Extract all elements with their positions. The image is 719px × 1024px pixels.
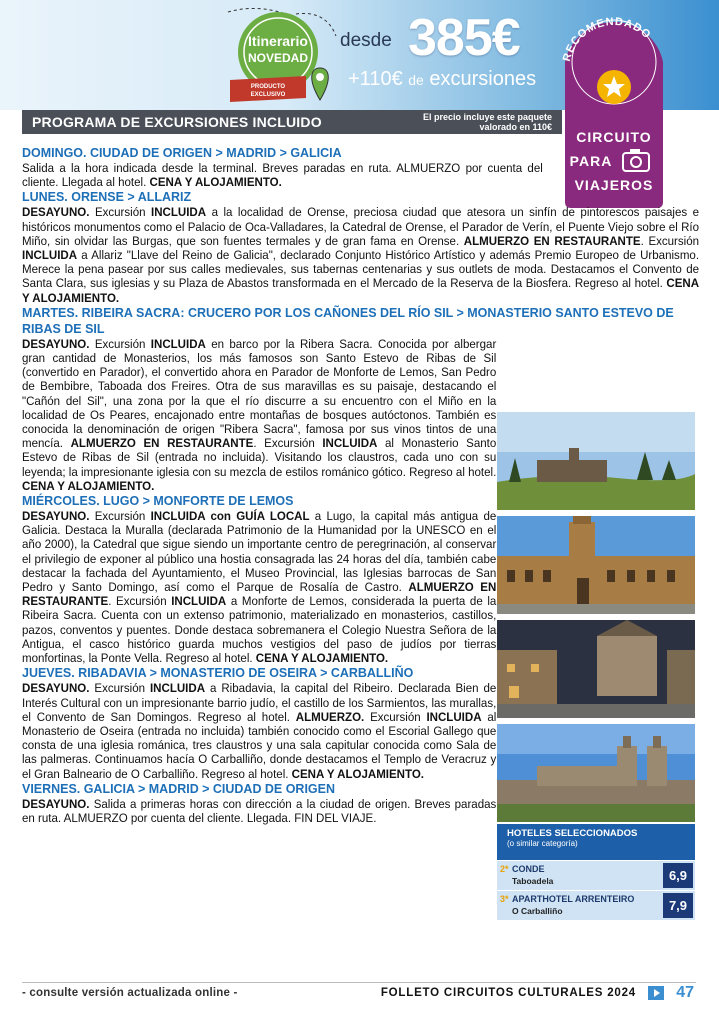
day-text-run: INCLUIDA [150,336,206,351]
day-text-run: al Monasterio de Oseira (entrada no incluida) también conocido como el Escorial Gallego que consta de una iglesia románica, tres claustros y una sala capitular conocida como Sala de las palmeras. Continuamos hacía O Carballiño, donde destacamos el Templo de Veracruz y el Gran Balneario de O Carballiño. Regreso al hotel. [22,709,497,781]
program-bar [22,110,562,134]
day-text [22,205,699,304]
hotels-title: HOTELES SELECCIONADOS [507,828,638,839]
day-text-run: Excursión [89,681,150,696]
badge-tag1: PRODUCTO [250,84,286,90]
day-text-run: a Ribadavia, la capital del Ribeiro. Declarada Bien de Interés Cultural con un impresionante barrio judío, el castillo de los Sarmientos, las murallas, el Convento de San Domingos. Regreso al hotel. [22,681,497,724]
day-text-run: INCLUIDA [322,436,378,451]
program-title: PROGRAMA DE EXCURSIONES INCLUIDO [32,114,322,130]
photo-oseira-monastery [497,724,695,822]
day-text-run: Salida a primeras horas con dirección a la ciudad de origen. Breves paradas en ruta. ALMUERZO por cuenta del cliente. Llegada. FIN DEL VIAJE. [22,796,497,825]
hotel-place: Taboadela [512,876,554,886]
day-text-run: DESAYUNO. [22,336,90,351]
hotel-row [497,861,695,890]
photo-monastery-hill [497,412,695,510]
day-text-run: ALMUERZO. [295,709,365,724]
hotel-name: APARTHOTEL ARRENTEIRO [512,894,635,904]
day-heading: DOMINGO. CIUDAD DE ORIGEN > MADRID > GALICIA [22,145,342,160]
day-text-run: DESAYUNO. [22,205,90,220]
circuito-line2: PARA [569,153,613,169]
day-heading: LUNES. ORENSE > ALLARIZ [22,189,192,205]
day-heading: VIERNES. GALICIA > MADRID > CIUDAD DE ORIGEN [22,780,335,796]
excursions-word: excursiones [429,68,537,90]
day-text-run: a Allariz "Llave del Reino de Galicia", declarado Conjunto Histórico Artístico y además Premio Europeo de Urbanismo. Merece la pena pasear por sus calles medievales, sus tabernas centenarias y sus outlets de moda. Destacamos el Convento de Santa Clara, sus iglesias y su Plaza de Abastos transformada en el Mercado de la Reserva de la Biosfera. Regreso al hotel. [22,248,700,291]
day-text-run: CENA Y ALOJAMIENTO. [22,478,155,493]
circuito-line1: CIRCUITO [576,129,652,145]
day-text-run: Salida a la hora indicada desde la terminal. Breves paradas en ruta. ALMUERZO por cuenta del cliente. Llegada al hotel. [22,161,543,190]
day-text [22,681,496,780]
hotel-stars: 2* [500,864,509,874]
day-text-run: INCLUIDA [171,594,227,609]
hotel-score: 7,9 [663,893,693,918]
day-text-run: . Excursión [108,594,172,609]
day-text-run: DESAYUNO. [22,509,90,524]
hotel-name: CONDE [512,864,545,874]
day-text-run: INCLUIDA [22,248,78,263]
program-note-line2: valorado en 110€ [479,122,552,132]
day-text-run: ALMUERZO EN RESTAURANTE [70,436,254,451]
day-text-run: DESAYUNO. [22,681,90,696]
footer-note: - consulte versión actualizada online - [22,987,238,999]
day-heading: MARTES. RIBEIRA SACRA: CRUCERO POR LOS CAÑONES DEL RÍO SIL > MONASTERIO SANTO ESTEVO DE RIBAS DE SIL [22,304,674,336]
day-text-run: ALMUERZO EN RESTAURANTE [22,580,497,609]
day-text-run: a la localidad de Orense, preciosa ciudad que atesora un sinfín de pintorescos paisajes e históricos monumentos como el Palacio de Oca-Valladares, la Catedral de Orense, el Parador de Verín, el Puente Viejo sobre el Río Miño, sin olvidar las Burgas, que son fuentes termales y de gran fama en Orense. [22,205,700,248]
excursions-price [348,68,536,91]
day-text-run: Excursión [89,509,151,524]
footer [22,982,696,1002]
day-text-run: ALMUERZO EN RESTAURANTE [463,233,641,248]
price: 385€ [408,9,520,67]
novedad-badge [226,6,338,106]
badge-line2: NOVEDAD [247,51,309,65]
day-text-run: a Lugo, la capital más antigua de Galicia. Destaca la Muralla (declarada Patrimonio de la Humanidad por la UNESCO en el año 2000), la Catedral que sigue siendo un importante centro de peregrinación, al conservar el privilegio de exponer al público una hostia consagrada las 24 horas del día, también cabe destacar la fachada del Ayuntamiento, el Museo Provincial, las Iglesias barrocas de San Pedro y Santo Domingo, así como el Parque de Rosalía de Castro. [22,509,497,595]
program-note [423,112,552,132]
day-text-run: CENA Y ALOJAMIENTO. [291,766,425,781]
desde-label: desde [340,30,392,51]
location-pin-icon [312,68,329,100]
day-text [22,337,496,493]
photo-monforte-college [497,516,695,614]
page-number: 47 [676,984,694,1001]
hotels-box [497,824,695,919]
hotels-subtitle: (o similar categoría) [507,839,578,848]
day-text-run: Excursión [89,336,151,351]
hotels-header [497,824,695,860]
day-text-run: INCLUIDA con GUÍA LOCAL [150,509,310,524]
day-text [22,797,496,825]
day-text-run: Excursión [364,709,427,724]
day-text [22,509,496,665]
day-text [22,161,543,189]
day-text-run: a Monforte de Lemos, considerada la puerta de la Ribeira Sacra. Cuenta con un extenso patrimonio, materializado en monasterios, castillos, pazos, conventos y puentes. Donde destaca sobremanera el Colegio Nuestra Señora de la Antigua, el casco histórico guarda muchos vestigios del paso de judíos por tierras monfortinas, la Ponte Vella. Regreso al hotel. [22,594,497,666]
badge-line1: Itinerario [248,33,308,49]
play-arrow-icon [648,986,664,1000]
day-text-run: INCLUIDA [426,709,482,724]
excursions-de: de [408,72,424,88]
day-text-run: al Monasterio Santo Estevo de Ribas de Sil (entrada no incluida). Visitando los claustros, cada uno con su leyenda; la impresionante iglesia con su mezcla de estilos románico gótico. Regreso al hotel. [22,436,497,479]
day-text-run: en barco por la Ribera Sacra. Conocida por albergar gran cantidad de Monasterios, los más famosos son Santo Estevo de Ribas de Sil (convertido en Parador), el convertido ahora en Parador de Monforte de Lemos, San Pedro de Bembibre, Taboada dos Freires. Otra de sus maravillas es su paisaje, destacando el "Cañón del Sil", una zona por la que el río discurre a su encuentro con el Miño en la localidad de Os Peares, encajonado entre montañas de bosques autóctonos. También es conocida la denominación de origen "Ribera Sacra", famosa por sus vinos tintos de una mencía. [22,336,497,451]
hotel-score: 6,9 [663,863,693,888]
day-text-run: CENA Y ALOJAMIENTO. [149,175,282,190]
hotel-stars: 3* [500,894,509,904]
badge-tag2: EXCLUSIVO [250,92,286,98]
day-text-run: . Excursión [253,436,323,451]
excursions-amount: +110€ [348,68,403,90]
hotel-place: O Carballiño [512,906,563,916]
photo-ribadavia-street [497,620,695,718]
day-text-run: INCLUIDA [151,205,207,220]
day-text-run: . Excursión [640,233,700,248]
program-note-line1: El precio incluye este paquete [422,112,552,122]
circuito-line3: VIAJEROS [574,177,654,193]
recomendado-label: RECOMENDADO [560,15,654,63]
footer-title: FOLLETO CIRCUITOS CULTURALES 2024 [380,987,636,999]
hotel-row [497,891,695,920]
day-text-run: DESAYUNO. [22,796,90,811]
day-text-run: CENA Y ALOJAMIENTO. [255,651,389,666]
day-text-run: Excursión [89,205,152,220]
day-text-run: INCLUIDA [149,681,206,696]
day-text-run: CENA Y ALOJAMIENTO. [22,276,700,305]
day-heading: JUEVES. RIBADAVIA > MONASTERIO DE OSEIRA > CARBALLIÑO [22,665,414,681]
day-heading: MIÉRCOLES. LUGO > MONFORTE DE LEMOS [22,493,294,509]
